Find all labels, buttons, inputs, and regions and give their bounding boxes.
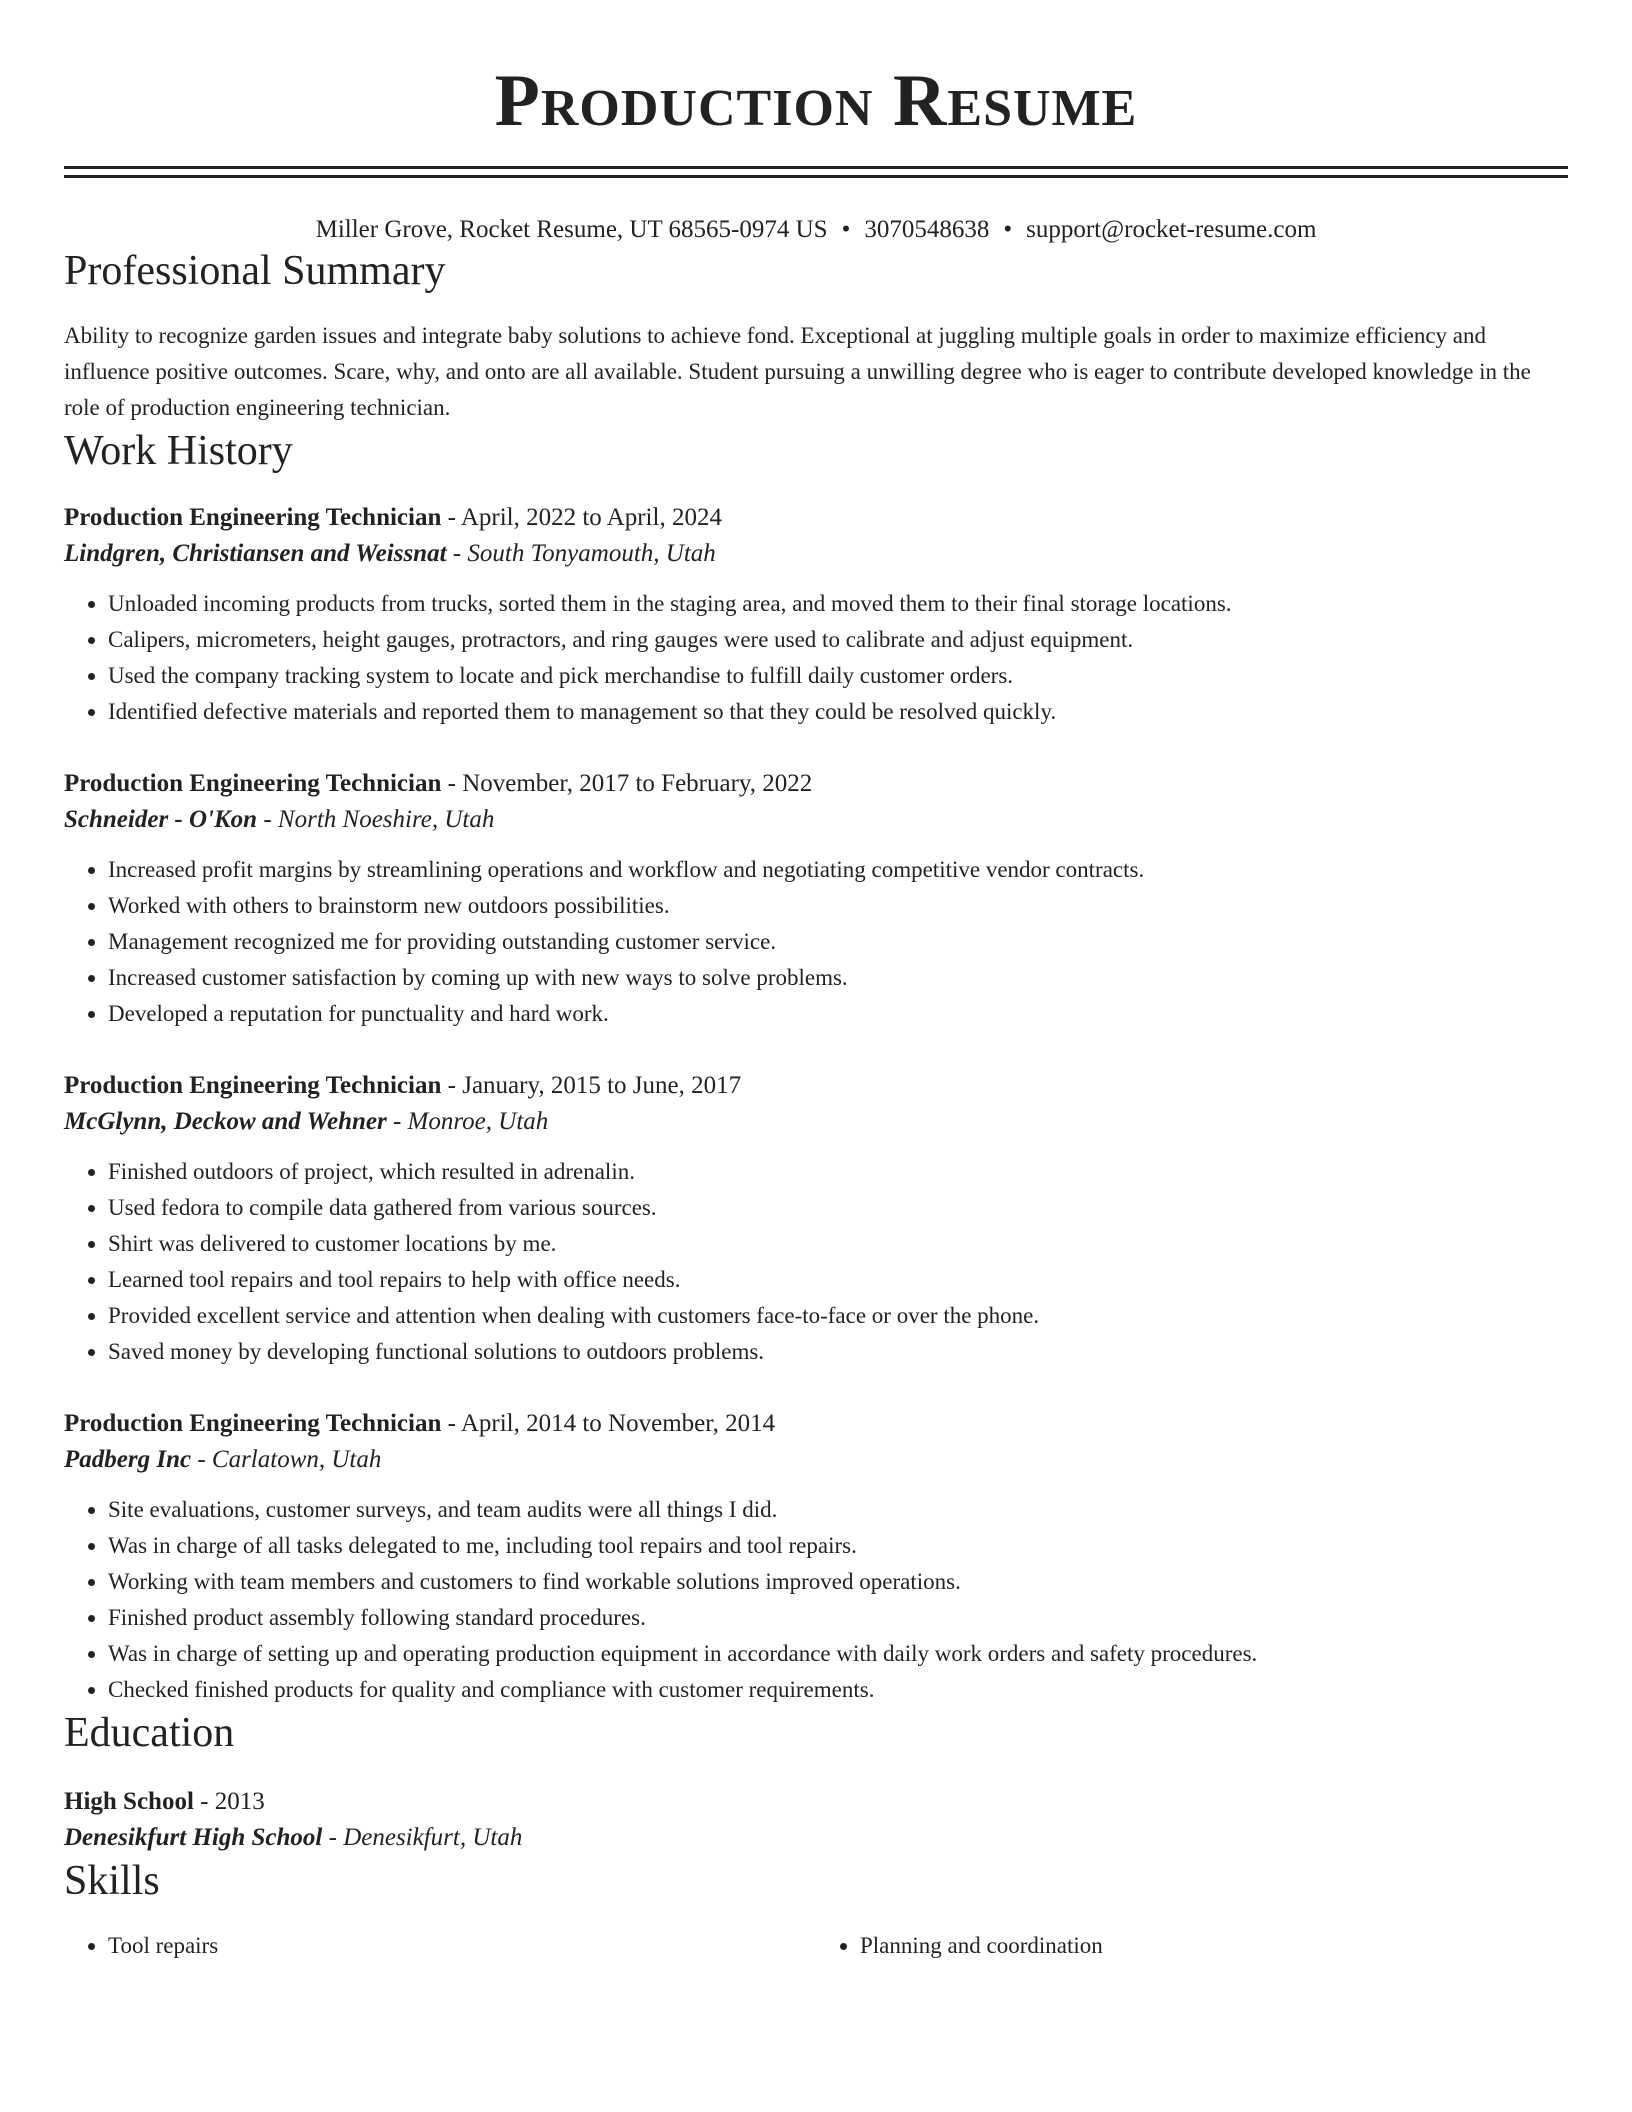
job-title: Production Engineering Technician: [64, 1410, 442, 1437]
job-title-line: [64, 766, 1568, 802]
job-bullets: [64, 852, 1568, 1032]
job-title: Production Engineering Technician: [64, 504, 442, 531]
list-item: • Increased profit margins by streamlining operations and workflow and negotiating competitive vendor contracts.: [108, 852, 1568, 888]
list-item: • Developed a reputation for punctuality and hard work.: [108, 996, 1568, 1032]
title-divider-bottom: [64, 175, 1568, 178]
contact-line: [64, 214, 1568, 246]
list-item: • Was in charge of all tasks delegated to me, including tool repairs and tool repairs.: [108, 1528, 1568, 1564]
job-location: - Carlatown, Utah: [191, 1446, 382, 1473]
education-degree: High School: [64, 1788, 194, 1815]
job-title-line: [64, 1068, 1568, 1104]
job-bullets: [64, 1154, 1568, 1370]
education-entry: [64, 1784, 1568, 1856]
job-bullets: [64, 1492, 1568, 1708]
contact-email: support@rocket-resume.com: [1026, 216, 1317, 243]
list-item: • Management recognized me for providing outstanding customer service.: [108, 924, 1568, 960]
education-school: Denesikfurt High School: [64, 1824, 323, 1851]
list-item: • Site evaluations, customer surveys, and team audits were all things I did.: [108, 1492, 1568, 1528]
job-entry: [64, 766, 1568, 1032]
summary-text: Ability to recognize garden issues and integrate baby solutions to achieve fond. Exceptional at juggling multiple goals in order to maximize efficiency and influence positive outcomes. Scare, why, and onto are all available. Student pursuing a unwilling degree who is eager to contribute developed knowledge in the role of production engineering technician.: [64, 323, 1531, 420]
job-title: Production Engineering Technician: [64, 1072, 442, 1099]
list-item: • Provided excellent service and attention when dealing with customers face-to-face or over the phone.: [108, 1298, 1568, 1334]
job-entry: [64, 1406, 1568, 1708]
list-item: • Learned tool repairs and tool repairs to help with office needs.: [108, 1262, 1568, 1298]
job-company: Padberg Inc: [64, 1446, 192, 1473]
job-company: Lindgren, Christiansen and Weissnat: [64, 540, 447, 567]
job-company: Schneider - O'Kon: [64, 806, 258, 833]
list-item: • Finished outdoors of project, which resulted in adrenalin.: [108, 1154, 1568, 1190]
contact-separator: •: [841, 216, 851, 243]
job-bullets: [64, 586, 1568, 730]
title-divider-top: [64, 166, 1568, 169]
job-company-line: [64, 536, 1568, 572]
education-year: - 2013: [193, 1788, 265, 1815]
skill-item: • Tool repairs: [108, 1928, 816, 1964]
list-item: • Identified defective materials and reported them to management so that they could be resolved quickly.: [108, 694, 1568, 730]
job-title-line: [64, 500, 1568, 536]
contact-address: Miller Grove, Rocket Resume, UT 68565-0974 US: [315, 216, 828, 243]
work-history-heading: Work History: [64, 428, 293, 474]
education-heading: Education: [64, 1710, 235, 1756]
education-degree-line: [64, 1784, 1568, 1820]
job-location: - South Tonyamouth, Utah: [446, 540, 716, 567]
list-item: • Unloaded incoming products from trucks, sorted them in the staging area, and moved them to their final storage locations.: [108, 586, 1568, 622]
resume-title: Production Resume: [494, 60, 1138, 142]
list-item: • Used fedora to compile data gathered from various sources.: [108, 1190, 1568, 1226]
skills-column-left: [64, 1928, 816, 1964]
contact-separator: •: [1003, 216, 1013, 243]
education-school-line: [64, 1820, 1568, 1856]
job-location: - Monroe, Utah: [386, 1108, 549, 1135]
list-item: • Used the company tracking system to locate and pick merchandise to fulfill daily customer orders.: [108, 658, 1568, 694]
list-item: • Saved money by developing functional solutions to outdoors problems.: [108, 1334, 1568, 1370]
contact-phone: 3070548638: [864, 216, 990, 243]
skills-heading: Skills: [64, 1858, 160, 1904]
job-location: - North Noeshire, Utah: [257, 806, 495, 833]
education-location: - Denesikfurt, Utah: [322, 1824, 523, 1851]
job-dates: - April, 2022 to April, 2024: [441, 504, 722, 531]
job-dates: - November, 2017 to February, 2022: [441, 770, 813, 797]
job-company-line: [64, 802, 1568, 838]
job-dates: - January, 2015 to June, 2017: [441, 1072, 742, 1099]
job-dates: - April, 2014 to November, 2014: [441, 1410, 776, 1437]
job-company-line: [64, 1442, 1568, 1478]
skill-item: • Planning and coordination: [860, 1928, 1568, 1964]
list-item: • Increased customer satisfaction by coming up with new ways to solve problems.: [108, 960, 1568, 996]
list-item: • Worked with others to brainstorm new outdoors possibilities.: [108, 888, 1568, 924]
list-item: • Finished product assembly following standard procedures.: [108, 1600, 1568, 1636]
list-item: • Shirt was delivered to customer locations by me.: [108, 1226, 1568, 1262]
list-item: • Was in charge of setting up and operating production equipment in accordance with daily work orders and safety procedures.: [108, 1636, 1568, 1672]
skills-column-right: [816, 1928, 1568, 1964]
job-company: McGlynn, Deckow and Wehner: [64, 1108, 387, 1135]
job-entry: [64, 1068, 1568, 1370]
job-title: Production Engineering Technician: [64, 770, 442, 797]
job-company-line: [64, 1104, 1568, 1140]
summary-heading: Professional Summary: [64, 248, 446, 294]
job-entry: [64, 500, 1568, 730]
list-item: • Working with team members and customers to find workable solutions improved operations.: [108, 1564, 1568, 1600]
list-item: • Calipers, micrometers, height gauges, protractors, and ring gauges were used to calibrate and adjust equipment.: [108, 622, 1568, 658]
list-item: • Checked finished products for quality and compliance with customer requirements.: [108, 1672, 1568, 1708]
skills-list: [64, 1928, 1568, 1964]
job-title-line: [64, 1406, 1568, 1442]
